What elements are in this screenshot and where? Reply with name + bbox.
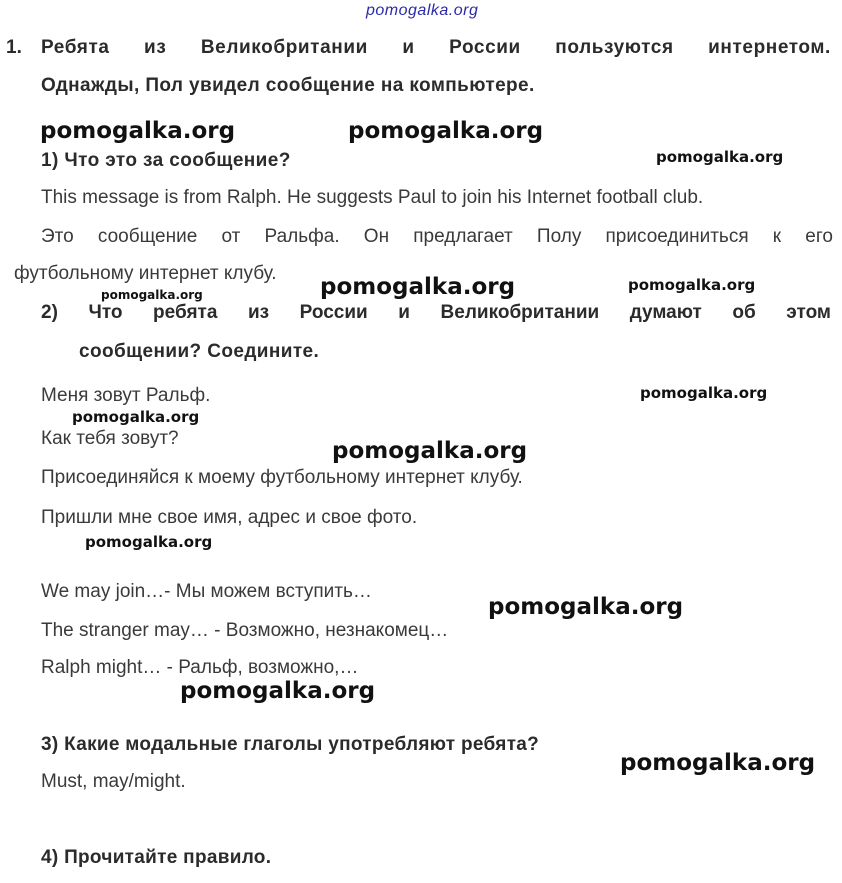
answer-word: Полу [536, 226, 582, 247]
q2-word: из [247, 302, 270, 323]
q1-answer-en: This message is from Ralph. He suggests Paul to join his Internet football club. [41, 187, 704, 208]
watermark: pomogalka.org [320, 274, 516, 300]
q3-answer: Must, may/might. [41, 771, 186, 792]
intro-word: интернетом. [708, 37, 831, 58]
watermark: pomogalka.org [40, 118, 236, 144]
intro-word: Великобритании [200, 37, 368, 58]
q2-line: Пришли мне свое имя, адрес и свое фото. [41, 507, 418, 528]
q2-line: Как тебя зовут? [41, 428, 179, 449]
watermark: pomogalka.org [628, 276, 756, 294]
answer-word: Ральфа. [264, 226, 340, 247]
header-watermark: pomogalka.org [366, 2, 479, 19]
watermark: pomogalka.org [348, 118, 544, 144]
task-intro-line2: Однажды, Пол увидел сообщение на компьютере. [41, 75, 535, 96]
q2-phrase: We may join…- Мы можем вступить… [41, 581, 372, 602]
watermark: pomogalka.org [85, 533, 213, 551]
q2-word: об [732, 302, 756, 323]
answer-word: присоединиться [605, 226, 749, 247]
intro-word: из [144, 37, 167, 58]
q2-title-line2: сообщении? Соедините. [79, 341, 320, 362]
q2-word: ребята [153, 302, 218, 323]
answer-word: к [772, 226, 782, 247]
intro-word: России [449, 37, 521, 58]
answer-word: сообщение [97, 226, 198, 247]
watermark: pomogalka.org [180, 678, 376, 704]
answer-word: от [221, 226, 241, 247]
q2-phrase: The stranger may… - Возможно, незнакомец… [41, 620, 449, 641]
watermark: pomogalka.org [101, 288, 203, 302]
q1-title: 1) Что это за сообщение? [41, 150, 291, 171]
watermark: pomogalka.org [332, 438, 528, 464]
task-number: 1. [6, 37, 22, 58]
q1-answer-ru-line1 [41, 226, 833, 248]
answer-word: Это [41, 226, 74, 247]
answer-word: предлагает [413, 226, 513, 247]
intro-word: и [402, 37, 415, 58]
q2-word: России [299, 302, 368, 323]
q2-word: Великобритании [440, 302, 600, 323]
watermark: pomogalka.org [620, 750, 816, 776]
watermark: pomogalka.org [640, 384, 768, 402]
q2-word: и [398, 302, 410, 323]
answer-word: Он [363, 226, 390, 247]
q2-line: Присоединяйся к моему футбольному интернет клубу. [41, 467, 523, 488]
q3-title: 3) Какие модальные глаголы употребляют ребята? [41, 734, 540, 755]
q4-title: 4) Прочитайте правило. [41, 847, 272, 868]
q2-word: 2) [41, 302, 58, 323]
q2-line: Меня зовут Ральф. [41, 385, 211, 406]
q1-answer-ru-line2: футбольному интернет клубу. [14, 263, 277, 284]
q2-word: думают [629, 302, 702, 323]
q2-title-line1 [41, 302, 831, 324]
q2-word: этом [786, 302, 831, 323]
task-intro-line1 [41, 37, 831, 59]
intro-word: пользуются [555, 37, 674, 58]
intro-word: Ребята [41, 37, 110, 58]
q2-phrase: Ralph might… - Ральф, возможно,… [41, 657, 359, 678]
q2-word: Что [88, 302, 123, 323]
watermark: pomogalka.org [488, 594, 684, 620]
watermark: pomogalka.org [656, 148, 784, 166]
watermark: pomogalka.org [72, 408, 200, 426]
answer-word: его [805, 226, 833, 247]
